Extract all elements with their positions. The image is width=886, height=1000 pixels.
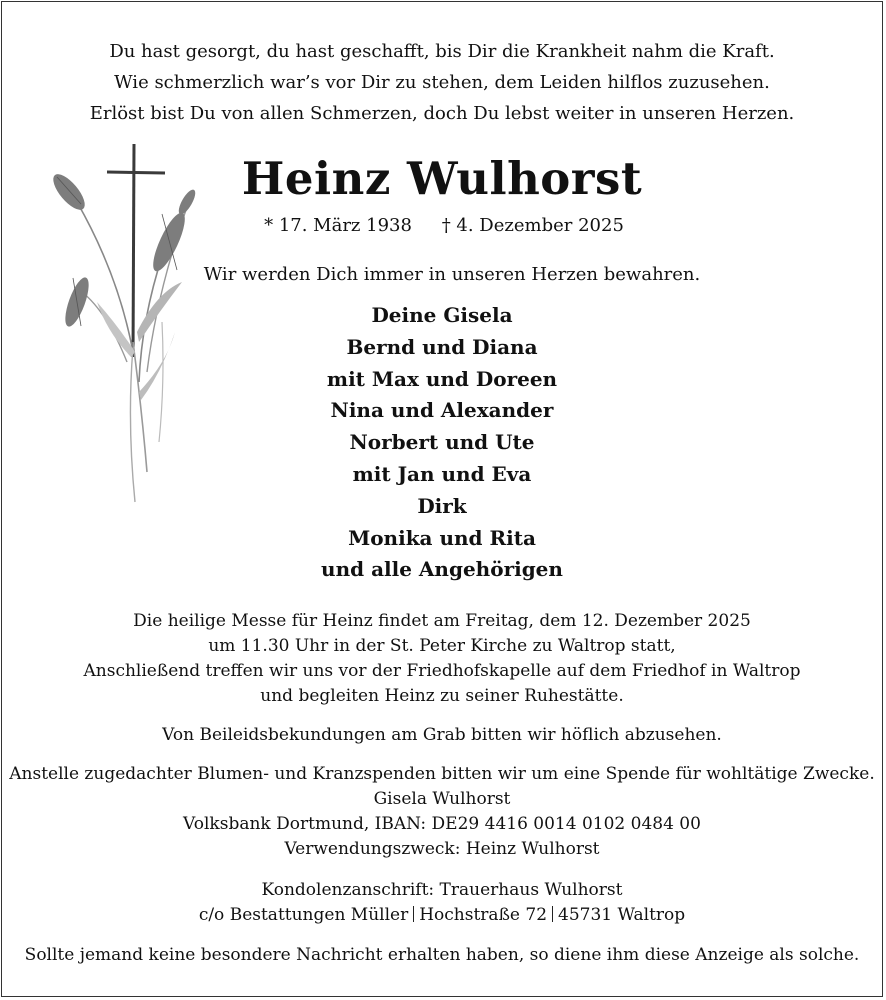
death-date: † 4. Dezember 2025 [441, 215, 624, 236]
condolence-line: Kondolenzanschrift: Trauerhaus Wulhorst [261, 880, 623, 900]
family-member: Dirk [417, 493, 467, 518]
birth-date: * 17. März 1938 [264, 215, 412, 236]
poem-line: Wie schmerzlich war’s vor Dir zu stehen, dem Leiden hilflos zuzusehen. [114, 72, 770, 93]
closing-note: Sollte jemand keine besondere Nachricht erhalten haben, so diene ihm diese Anzeige als solche. [24, 945, 860, 965]
deceased-name: Heinz Wulhorst [241, 152, 643, 205]
memorial-quote: Wir werden Dich immer in unseren Herzen bewahren. [203, 264, 701, 285]
mass-info [2, 609, 882, 709]
donation-line: Anstelle zugedachter Blumen- und Kranzspenden bitten wir um eine Spende für wohltätige Zwecke. [9, 764, 875, 784]
mass-line: und begleiten Heinz zu seiner Ruhestätte. [260, 686, 624, 706]
donation-line: Verwendungszweck: Heinz Wulhorst [284, 839, 600, 859]
donation-info [2, 762, 882, 862]
no-condolence-note: Von Beileidsbekundungen am Grab bitten wir höflich abzusehen. [162, 725, 722, 745]
poem-line: Erlöst bist Du von allen Schmerzen, doch Du lebst weiter in unseren Herzen. [89, 103, 795, 124]
family-member: Monika und Rita [348, 525, 536, 550]
condolence-city: 45731 Waltrop [558, 905, 686, 925]
family-member: Norbert und Ute [349, 430, 535, 455]
family-member: mit Jan und Eva [352, 461, 532, 486]
life-dates [2, 215, 883, 236]
mass-line: Anschließend treffen wir uns vor der Friedhofskapelle auf dem Friedhof in Waltrop [83, 661, 801, 681]
separator [413, 906, 414, 922]
poem [2, 36, 882, 129]
family-member: Nina und Alexander [330, 398, 554, 423]
donation-line: Gisela Wulhorst [373, 789, 511, 809]
condolence-care-of: c/o Bestattungen Müller [198, 905, 409, 925]
family-member: Deine Gisela [371, 303, 513, 327]
condolence-address [2, 878, 882, 928]
mass-line: um 11.30 Uhr in der St. Peter Kirche zu Waltrop statt, [208, 636, 676, 656]
condolence-street: Hochstraße 72 [419, 905, 548, 925]
separator [552, 906, 553, 922]
mass-line: Die heilige Messe für Heinz findet am Freitag, dem 12. Dezember 2025 [133, 611, 751, 631]
poem-line: Du hast gesorgt, du hast geschafft, bis Dir die Krankheit nahm die Kraft. [109, 41, 775, 62]
family-list [2, 300, 882, 586]
family-member: Bernd und Diana [346, 334, 538, 359]
obituary-frame [1, 1, 883, 997]
family-member: mit Max und Doreen [326, 366, 558, 391]
family-member: und alle Angehörigen [321, 557, 563, 582]
condolence-address-line [2, 903, 882, 928]
donation-line: Volksbank Dortmund, IBAN: DE29 4416 0014 0102 0484 00 [183, 814, 701, 834]
